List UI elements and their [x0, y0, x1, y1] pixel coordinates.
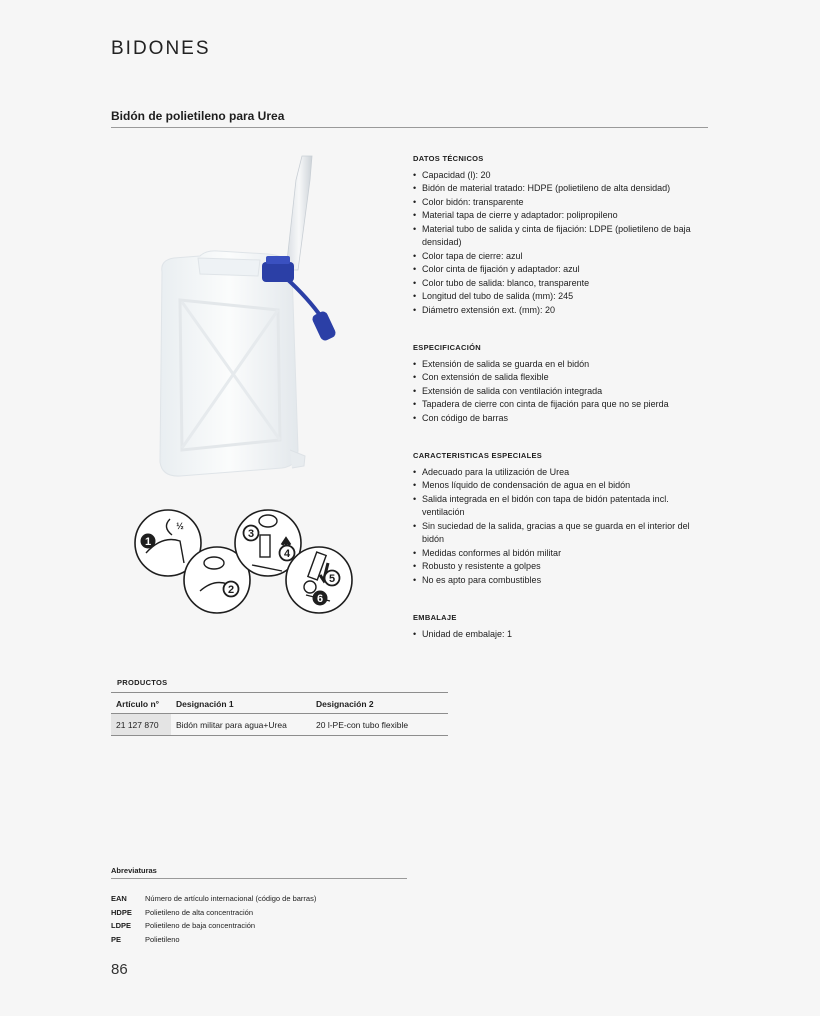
- list-item: • Material tubo de salida y cinta de fijación: LDPE (polietileno de baja densidad): [413, 223, 713, 250]
- cell-designacion-2: 20 l-PE-con tubo flexible: [311, 714, 448, 736]
- list-item: • Extensión de salida con ventilación integrada: [413, 385, 713, 399]
- list-item: • Con código de barras: [413, 412, 713, 426]
- list-item: • Adecuado para la utilización de Urea: [413, 466, 713, 480]
- step-1-label: 1: [144, 536, 152, 548]
- datos-tecnicos-list: [413, 169, 713, 318]
- list-item: • Sin suciedad de la salida, gracias a que se guarda en el interior del bidón: [413, 520, 713, 547]
- list-item: • Medidas conformes al bidón militar: [413, 547, 713, 561]
- abbreviations-label: Abreviaturas: [111, 866, 157, 875]
- table-row: [111, 714, 448, 736]
- abbreviation-row: [111, 919, 316, 933]
- col-header-designacion-1: Designación 1: [171, 693, 311, 714]
- abbreviation-key: HDPE: [111, 907, 132, 917]
- abbreviation-desc: Número de artículo internacional (código de barras): [145, 894, 317, 903]
- list-item: • Color tubo de salida: blanco, transparente: [413, 277, 713, 291]
- step-2-label: 2: [227, 584, 235, 596]
- step-5-label: 5: [328, 573, 336, 585]
- list-item: • Material tapa de cierre y adaptador: polipropileno: [413, 209, 713, 223]
- step-3-label: 3: [247, 528, 255, 540]
- page-number: 86: [111, 961, 128, 978]
- list-item: • Menos líquido de condensación de agua en el bidón: [413, 479, 713, 493]
- products-header-row: [111, 693, 448, 714]
- especificacion-heading: ESPECIFICACIÓN: [413, 343, 481, 352]
- abbreviation-row: [111, 933, 316, 947]
- section-title: BIDONES: [111, 38, 211, 59]
- abbreviation-row: [111, 892, 316, 906]
- products-table: [111, 692, 448, 736]
- caracteristicas-heading: CARACTERISTICAS ESPECIALES: [413, 451, 543, 460]
- abbreviations-divider: [111, 878, 407, 879]
- list-item: • Bidón de material tratado: HDPE (polietileno de alta densidad): [413, 182, 713, 196]
- list-item: • Con extensión de salida flexible: [413, 371, 713, 385]
- datos-tecnicos-section: [413, 152, 713, 317]
- abbreviation-key: EAN: [111, 894, 127, 903]
- embalaje-section: [413, 611, 713, 641]
- cell-articulo: 21 127 870: [111, 714, 171, 736]
- list-item: • Unidad de embalaje: 1: [413, 628, 713, 642]
- list-item: • Salida integrada en el bidón con tapa de bidón patentada incl. ventilación: [413, 493, 713, 520]
- abbreviations-list: [111, 892, 316, 946]
- datos-tecnicos-heading: DATOS TÉCNICOS: [413, 154, 484, 163]
- abbreviation-key: LDPE: [111, 921, 132, 930]
- product-title: Bidón de polietileno para Urea: [111, 109, 285, 123]
- list-item: • Extensión de salida se guarda en el bidón: [413, 358, 713, 372]
- caracteristicas-list: [413, 466, 713, 588]
- abbreviation-key: PE: [111, 934, 122, 944]
- list-item: • Robusto y resistente a golpes: [413, 560, 713, 574]
- title-divider: [111, 127, 708, 128]
- cell-designacion-1: Bidón militar para agua+Urea: [171, 714, 311, 736]
- abbreviation-row: [111, 906, 316, 920]
- caracteristicas-section: [413, 449, 713, 587]
- abbreviation-desc: Polietileno de alta concentración: [145, 907, 253, 917]
- jerrycan-image: [140, 150, 350, 485]
- list-item: • No es apto para combustibles: [413, 574, 713, 588]
- products-label: PRODUCTOS: [117, 678, 168, 687]
- abbreviation-desc: Polietileno: [145, 934, 180, 944]
- step-4-label: 4: [283, 548, 291, 560]
- especificacion-list: [413, 358, 713, 426]
- abbreviation-desc: Polietileno de baja concentración: [145, 921, 256, 930]
- especificacion-section: [413, 341, 713, 425]
- list-item: • Color bidón: transparente: [413, 196, 713, 210]
- list-item: • Color tapa de cierre: azul: [413, 250, 713, 264]
- list-item: • Diámetro extensión ext. (mm): 20: [413, 304, 713, 318]
- step-1-fraction: ½: [176, 521, 184, 531]
- col-header-articulo: Artículo n°: [111, 693, 171, 714]
- step-6-label: 6: [316, 593, 324, 605]
- col-header-designacion-2: Designación 2: [311, 693, 448, 714]
- embalaje-heading: EMBALAJE: [413, 613, 457, 622]
- embalaje-list: [413, 628, 713, 642]
- list-item: • Longitud del tubo de salida (mm): 245: [413, 290, 713, 304]
- technical-info-column: [413, 152, 713, 665]
- list-item: • Color cinta de fijación y adaptador: azul: [413, 263, 713, 277]
- list-item: • Capacidad (l): 20: [413, 169, 713, 183]
- list-item: • Tapadera de cierre con cinta de fijación para que no se pierda: [413, 398, 713, 412]
- instruction-steps-image: [132, 505, 357, 645]
